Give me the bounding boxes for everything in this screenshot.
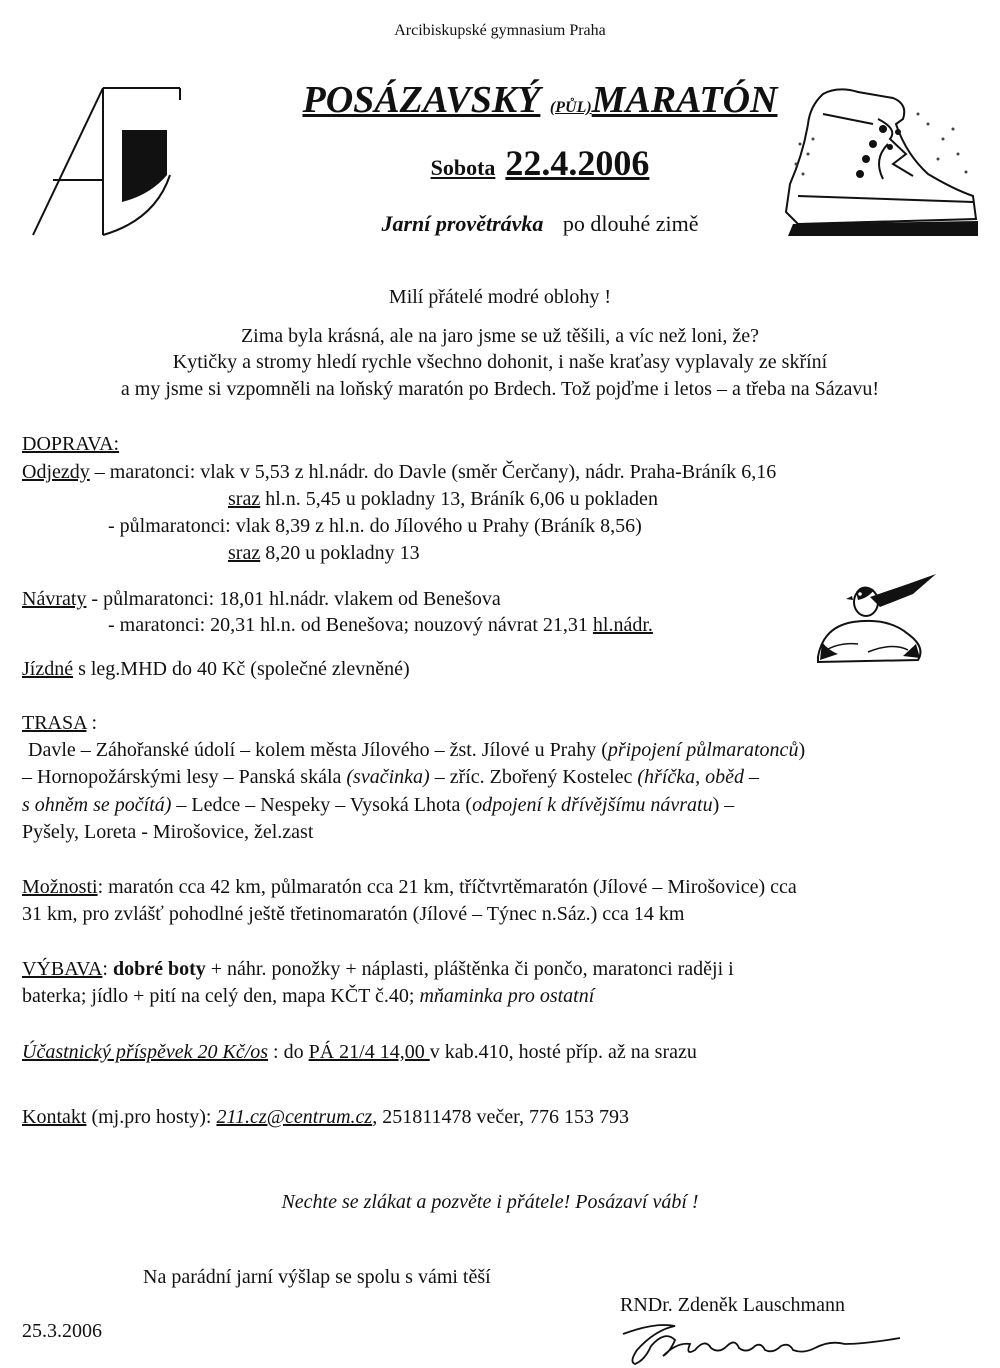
intro-line: a my jsme si vzpomněli na loňský maratón po Brdech. Tož pojďme i letos – a třeba na Sázavu! [120, 378, 880, 400]
route-heading-line [22, 712, 97, 735]
equipment-note: mňaminka pro ostatní [419, 985, 595, 1007]
contact-phones: , 251811478 večer, 776 153 793 [372, 1106, 629, 1128]
meeting-text: hl.n. 5,45 u pokladny 13, Bráník 6,06 u pokladen [260, 488, 658, 510]
route-text: Davle – Záhořanské údolí – kolem města Jílového – žst. Jílové u Prahy ( [28, 739, 608, 761]
title-part1: POSÁZAVSKÝ [302, 79, 541, 121]
departure-line-1 [22, 461, 776, 484]
fee-text: v kab.410, hosté příp. až na srazu [429, 1041, 697, 1063]
contact-line [22, 1106, 629, 1129]
fee-label: Účastnický příspěvek 20 Kč/os [22, 1041, 269, 1063]
return-text: - maratonci: 20,31 hl.n. od Benešova; nouzový návrat 21,31 [108, 614, 593, 636]
contact-label: Kontakt [22, 1106, 87, 1128]
subtitle-bold: Jarní provětrávka [381, 211, 544, 236]
departure-text: – maratonci: vlak v 5,53 z hl.nádr. do Davle (směr Čerčany), nádr. Praha-Bráník 6,16 [89, 461, 777, 483]
title-small: (PŮL) [549, 99, 592, 116]
departure-line-2: - půlmaratonci: vlak 8,39 z hl.n. do Jílového u Prahy (Bráník 8,56) [108, 515, 642, 537]
route-line-1 [28, 739, 805, 762]
equipment-label: VÝBAVA [22, 958, 103, 980]
equipment-text: : [102, 958, 113, 980]
route-text: – Ledce – Nespeky – Vysoká Lhota ( [171, 794, 473, 816]
route-note: s ohněm se počítá) [22, 794, 172, 816]
meeting-text: 8,20 u pokladny 13 [260, 542, 420, 564]
route-text: – Hornopožárskými lesy – Panská skála [22, 766, 347, 788]
equipment-text: + náhr. ponožky + náplasti, pláštěnka či pončo, maratonci raději i [205, 958, 734, 980]
invitation: Nechte se zlákat a pozvěte i přátele! Posázaví vábí ! [281, 1191, 699, 1213]
greeting: Milí přátelé modré oblohy ! [388, 286, 612, 308]
equipment-line-1 [22, 958, 734, 981]
bird-on-rock-illustration [808, 572, 943, 667]
fee-colon: : [268, 1041, 279, 1063]
route-note: odpojení k dřívějšímu návratu [472, 794, 713, 816]
fee-line [22, 1041, 697, 1064]
return-station: hl.nádr. [592, 614, 653, 636]
author-name: RNDr. Zdeněk Lauschmann [620, 1294, 845, 1316]
route-note: (svačinka) [346, 766, 430, 788]
sraz-label: sraz [228, 488, 261, 510]
fare-label: Jízdné [22, 658, 74, 680]
fare-text: s leg.MHD do 40 Kč (společné zlevněné) [73, 658, 410, 680]
options-text: : maratón cca 42 km, půlmaratón cca 21 km, tříčtvrtěmaratón (Jílové – Mirošovice) cca [97, 876, 797, 898]
meeting-line-1 [228, 488, 658, 511]
route-note: (hříčka, oběd – [637, 766, 760, 788]
route-line-4: Pyšely, Loreta - Mirošovice, žel.zast [22, 821, 314, 843]
route-heading: TRASA [22, 712, 87, 734]
options-line-2: 31 km, pro zvlášť pohodlné ještě třetinomaratón (Jílové – Týnec n.Sáz.) cca 14 km [22, 903, 685, 925]
hiking-boot-illustration [778, 84, 978, 244]
returns-label: Návraty [22, 588, 87, 610]
fee-text: do [278, 1041, 309, 1063]
meeting-line-2 [228, 542, 420, 565]
options-label: Možnosti [22, 876, 98, 898]
subtitle-rest: po dlouhé zimě [562, 211, 699, 236]
route-text: ) – [712, 794, 735, 816]
route-note: připojení půlmaratonců [607, 739, 799, 761]
farewell: Na parádní jarní výšlap se spolu s vámi těší [143, 1266, 491, 1288]
date-label: Sobota [430, 155, 496, 180]
fare-line [22, 658, 410, 681]
options-line-1 [22, 876, 797, 899]
transport-heading: DOPRAVA: [22, 433, 120, 455]
letter-date: 25.3.2006 [22, 1320, 102, 1342]
route-text: – zříc. Zbořený Kostelec [429, 766, 638, 788]
contact-email-link[interactable]: 211.cz@centrum.cz [216, 1106, 373, 1128]
sraz-label: sraz [228, 542, 261, 564]
departures-label: Odjezdy [22, 461, 90, 483]
route-line-3 [22, 794, 734, 817]
equipment-text: baterka; jídlo + pití na celý den, mapa KČT č.40; [22, 985, 420, 1007]
route-text: ) [798, 739, 806, 761]
school-name: Arcibiskupské gymnasium Praha [394, 22, 606, 39]
equipment-emphasis: dobré boty [112, 958, 206, 980]
return-line-2 [108, 614, 653, 637]
title-part2: MARATÓN [591, 79, 778, 121]
intro-line: Kytičky a stromy hledí rychle všechno dohonit, i naše kraťasy vyplavaly ze skříní [172, 351, 828, 373]
equipment-line-2 [22, 985, 594, 1008]
route-heading-suffix: : [86, 712, 98, 734]
return-line-1 [22, 588, 501, 611]
handwritten-signature [615, 1320, 905, 1368]
fee-deadline: PÁ 21/4 14,00 [308, 1041, 430, 1063]
contact-text: (mj.pro hosty): [86, 1106, 217, 1128]
date-value: 22.4.2006 [505, 143, 650, 183]
intro-line: Zima byla krásná, ale na jaro jsme se už těšili, a víc než loni, že? [240, 325, 760, 347]
route-line-2 [22, 766, 759, 789]
return-text: - půlmaratonci: 18,01 hl.nádr. vlakem od Benešova [86, 588, 501, 610]
